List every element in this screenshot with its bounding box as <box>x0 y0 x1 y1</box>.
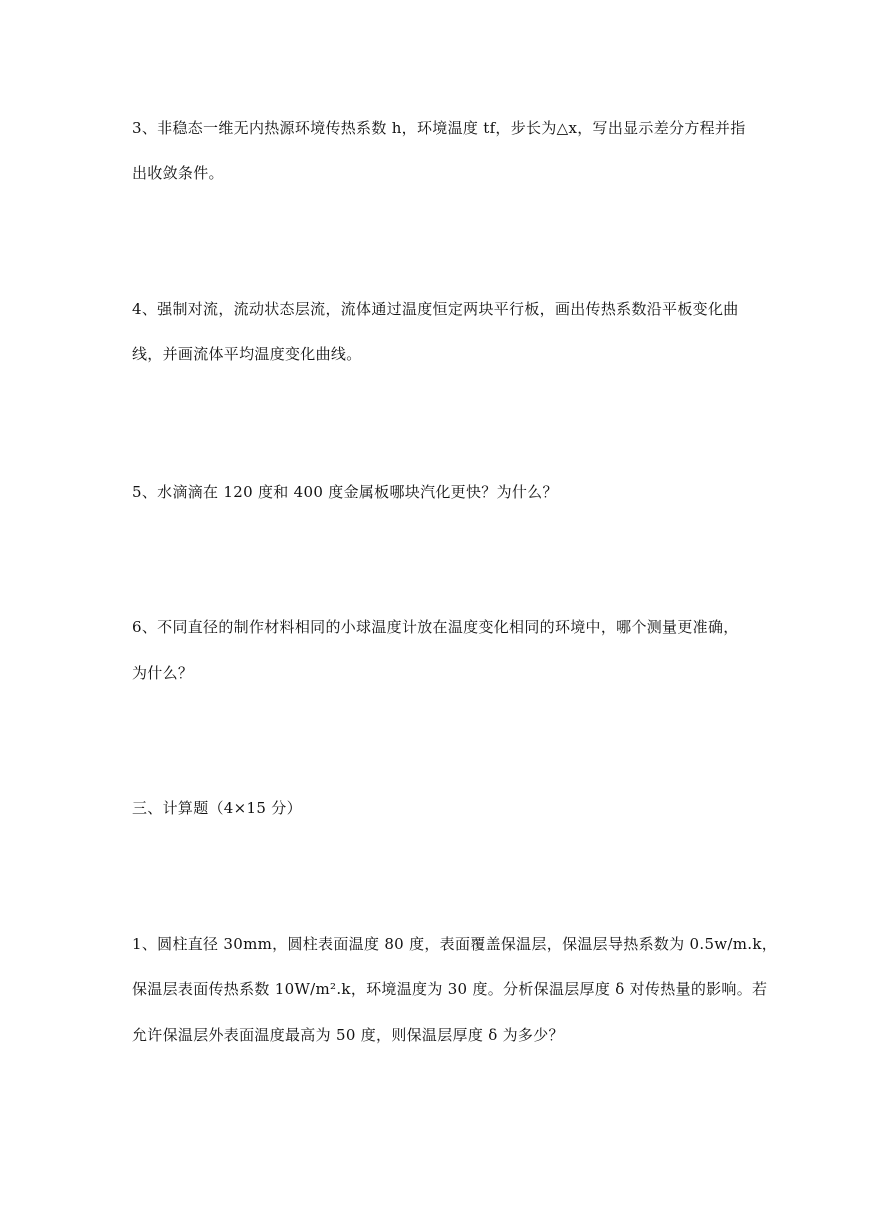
question-4-line-2: 线，并画流体平均温度变化曲线。 <box>132 345 362 363</box>
question-6-line-2: 为什么？ <box>132 664 194 682</box>
question-3-line-1: 3、非稳态一维无内热源环境传热系数 h，环境温度 tf，步长为△x，写出显示差分方程并指 <box>132 119 746 137</box>
question-6-line-1: 6、不同直径的制作材料相同的小球温度计放在温度变化相同的环境中，哪个测量更准确， <box>132 618 739 636</box>
calc-question-1-line-3: 允许保温层外表面温度最高为 50 度，则保温层厚度 δ 为多少？ <box>132 1026 564 1044</box>
question-4-line-1: 4、强制对流，流动状态层流，流体通过温度恒定两块平行板，画出传热系数沿平板变化曲 <box>132 300 739 318</box>
question-3-line-2: 出收敛条件。 <box>132 164 224 182</box>
calc-question-1-line-2: 保温层表面传热系数 10W/m².k，环境温度为 30 度。分析保温层厚度 δ 对传热量的影响。若 <box>132 980 768 998</box>
section-3-heading: 三、计算题（4×15 分） <box>132 799 302 817</box>
calc-question-1-line-1: 1、圆柱直径 30mm，圆柱表面温度 80 度，表面覆盖保温层，保温层导热系数为 0.5w/m.k， <box>132 935 778 953</box>
question-5-line-1: 5、水滴滴在 120 度和 400 度金属板哪块汽化更快？为什么？ <box>132 483 558 501</box>
